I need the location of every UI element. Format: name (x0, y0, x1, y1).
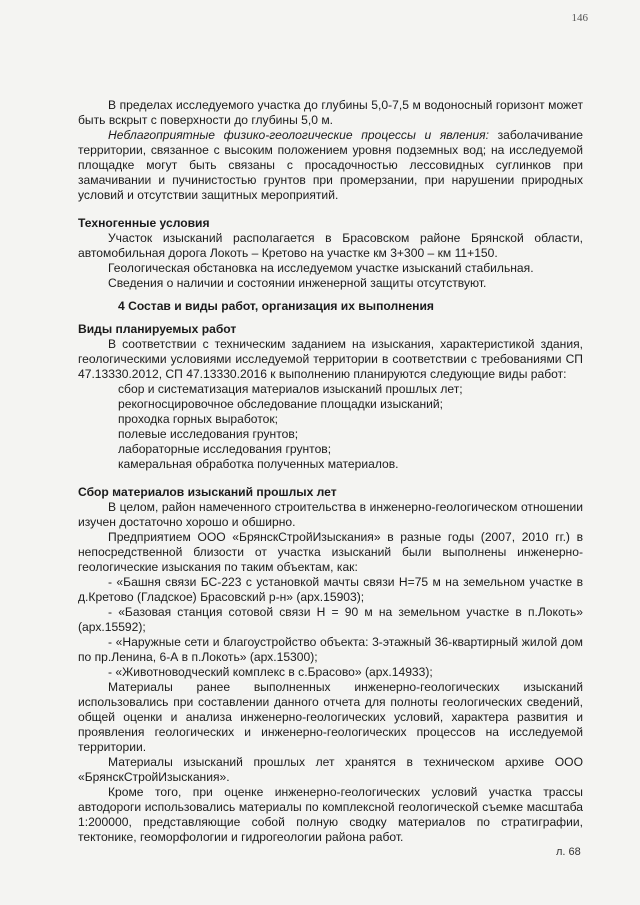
object-item: - «Базовая станция сотовой связи Н = 90 м на земельном участке в п.Локоть» (арх.15592); (78, 605, 583, 634)
paragraph-location: Участок изысканий располагается в Брасовском районе Брянской области, автомобильная дорога Локоть – Кретово на участке км 3+300 – км 11+150. (78, 231, 583, 260)
list-item: камеральная обработка полученных материалов. (118, 457, 399, 471)
paragraph-requirements: В соответствии с техническим заданием на изыскания, характеристикой здания, геологическими условиями исследуемой территории в соответствии с требованиями СП 47.13330.2012, СП 47.13330.2016 к выполнению планируются следующие виды работ: (78, 337, 583, 381)
hazards-label: Неблагоприятные физико-геологические процессы и явления: (108, 128, 489, 142)
list-item: лабораторные исследования грунтов; (118, 442, 332, 456)
heading-technogenic: Техногенные условия (78, 216, 210, 230)
list-item: сбор и систематизация материалов изысканий прошлых лет; (118, 382, 463, 396)
heading-planned-works: Виды планируемых работ (78, 322, 237, 336)
hazards-text: заболачивание территории, связанное с высоким положением уровня подземных вод; на исследуемой площадке могут быть связаны с просадочностью лессовидных суглинков при замачивании и пучинистостью грунтов при промерзании, при нарушении природных условий и отсутствии защитных мероприятий. (78, 128, 583, 202)
paragraph-stability: Геологическая обстановка на исследуемом участке изысканий стабильная. (108, 261, 534, 275)
object-item: - «Башня связи БС-223 с установкой мачты связи Н=75 м на земельном участке в д.Кретово (Гладское) Брасовский р-н» (арх.15903); (78, 575, 583, 604)
paragraph-company: Предприятием ООО «БрянскСтройИзыскания» в разные годы (2007, 2010 гг.) в непосредственной близости от участка изысканий были выполнены инженерно-геологические изыскания по таким объектам, как: (78, 530, 583, 574)
object-item: - «Наружные сети и благоустройство объекта: 3-этажный 36-квартирный жилой дом по пр.Ленина, 6-А в п.Локоть» (арх.15300); (78, 635, 583, 664)
object-item: - «Животноводческий комплекс в с.Брасово» (арх.14933); (108, 665, 433, 679)
list-item: полевые исследования грунтов; (118, 427, 299, 441)
section-4-title: 4 Состав и виды работ, организация их выполнения (118, 299, 434, 313)
sheet-number: л. 68 (556, 846, 581, 858)
paragraph-area-study: В целом, район намеченного строительства в инженерно-геологическом отношении изучен достаточно хорошо и обширно. (78, 500, 583, 529)
list-item: рекогносцировочное обследование площадки изысканий; (118, 397, 444, 411)
paragraph-protection: Сведения о наличии и состоянии инженерной защиты отсутствуют. (108, 276, 487, 290)
paragraph-aquifer: В пределах исследуемого участка до глубины 5,0-7,5 м водоносный горизонт может быть вскрыт с поверхности до глубины 5,0 м. (78, 98, 583, 127)
paragraph-materials-use: Материалы ранее выполненных инженерно-геологических изысканий использовались при составлении данного отчета для полноты геологических сведений, общей оценки и анализа инженерно-геологических условий, характера развития и проявления геологических и инженерно-геологических процессов на исследуемой территории. (78, 680, 583, 754)
heading-past-materials: Сбор материалов изысканий прошлых лет (78, 485, 337, 499)
paragraph-archive: Материалы изысканий прошлых лет хранятся в техническом архиве ООО «БрянскСтройИзыскания». (78, 755, 583, 784)
paragraph-survey: Кроме того, при оценке инженерно-геологических условий участка трассы автодороги использовались материалы по комплексной геологической съемке масштаба 1:200000, представляющие собой полную сводку материалов по стратиграфии, тектонике, геоморфологии и гидрогеологии района работ. (78, 785, 583, 844)
paragraph-hazards (78, 128, 583, 203)
document-body (78, 98, 583, 845)
page-number: 146 (571, 12, 588, 24)
list-item: проходка горных выработок; (118, 412, 279, 426)
